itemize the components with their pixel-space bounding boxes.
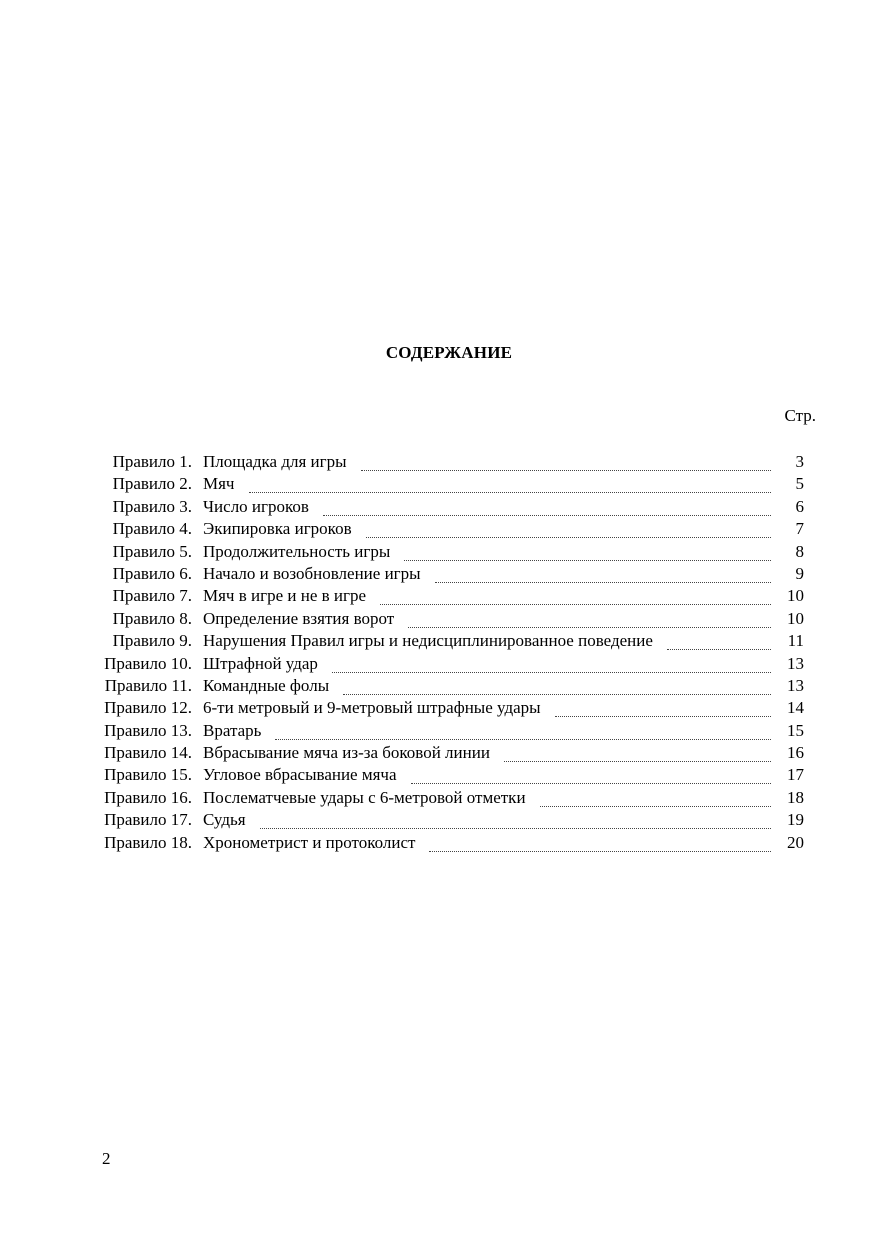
- toc-page-number: 17: [787, 765, 804, 785]
- toc-entry-title: Экипировка игроков: [203, 519, 352, 539]
- toc-page-number: 3: [795, 452, 804, 471]
- toc-entry[interactable]: [0, 585, 878, 607]
- toc-entry[interactable]: [0, 675, 878, 697]
- toc-rule-number: Правило 5.: [112, 541, 192, 561]
- toc-entry-title: Угловое вбрасывание мяча: [203, 765, 397, 785]
- toc-rule-number: Правило 8.: [112, 608, 192, 628]
- toc-rule-number: Правило 1.: [112, 452, 192, 471]
- toc-entry-title: Послематчевые удары с 6-метровой отметки: [203, 787, 526, 807]
- toc-dot-leader: [343, 694, 771, 695]
- toc-dot-leader: [667, 649, 771, 650]
- toc-rule-number: Правило 11.: [104, 675, 192, 695]
- toc-rule-number: Правило 16.: [104, 787, 192, 807]
- toc-dot-leader: [408, 627, 771, 628]
- toc-page-number: 14: [787, 698, 804, 718]
- toc-page-number: 13: [787, 653, 804, 673]
- toc-dot-leader: [275, 739, 771, 740]
- toc-entry-title: 6-ти метровый и 9-метровый штрафные удары: [203, 698, 541, 718]
- toc-entry[interactable]: [0, 832, 878, 854]
- toc-dot-leader: [435, 582, 771, 583]
- toc-entry[interactable]: [0, 653, 878, 675]
- toc-dot-leader: [411, 783, 771, 784]
- toc-page-number: 10: [787, 586, 804, 606]
- toc-dot-leader: [555, 716, 771, 717]
- page-number: 2: [102, 1149, 111, 1168]
- toc-entry-title: Нарушения Правил игры и недисциплинированное поведение: [203, 631, 653, 651]
- toc-entry-title: Командные фолы: [203, 675, 330, 695]
- toc-dot-leader: [249, 492, 771, 493]
- toc-dot-leader: [332, 672, 771, 673]
- toc-rule-number: Правило 14.: [104, 743, 192, 763]
- toc-entry-title: Вбрасывание мяча из-за боковой линии: [203, 743, 490, 763]
- toc-entry[interactable]: [0, 787, 878, 809]
- toc-page-number: 19: [787, 810, 804, 830]
- toc-page-number: 20: [787, 832, 804, 852]
- toc-entry[interactable]: [0, 742, 878, 764]
- toc-entry[interactable]: [0, 697, 878, 719]
- toc-rule-number: Правило 6.: [112, 563, 192, 583]
- toc-entry[interactable]: [0, 764, 878, 786]
- toc-page-number: 10: [787, 608, 804, 628]
- toc-dot-leader: [260, 828, 771, 829]
- toc-rule-number: Правило 2.: [112, 474, 192, 494]
- toc-entry-title: Определение взятия ворот: [203, 608, 395, 628]
- toc-entry[interactable]: [0, 720, 878, 742]
- toc-page-number: 9: [795, 563, 804, 583]
- toc-dot-leader: [366, 537, 771, 538]
- toc-entry-title: Начало и возобновление игры: [203, 563, 421, 583]
- toc-rule-number: Правило 12.: [104, 698, 192, 718]
- toc-entry-title: Число игроков: [203, 496, 309, 516]
- toc-entry-title: Продолжительность игры: [203, 541, 391, 561]
- toc-page-number: 15: [787, 720, 804, 740]
- toc-entry[interactable]: [0, 473, 878, 495]
- toc-page-number: 7: [795, 519, 804, 539]
- toc-dot-leader: [404, 560, 771, 561]
- toc-rule-number: Правило 17.: [104, 810, 192, 830]
- toc-entry[interactable]: [0, 518, 878, 540]
- page-column-label: Стр.: [784, 406, 816, 425]
- toc-page-number: 18: [787, 787, 804, 807]
- toc-entry[interactable]: [0, 496, 878, 518]
- toc-rule-number: Правило 7.: [112, 586, 192, 606]
- toc-entry[interactable]: [0, 563, 878, 585]
- toc-rule-number: Правило 10.: [104, 653, 192, 673]
- toc-entry[interactable]: [0, 608, 878, 630]
- toc-page-number: 5: [795, 474, 804, 494]
- toc-entry[interactable]: [0, 630, 878, 652]
- toc-entry-title: Хронометрист и протоколист: [203, 832, 416, 852]
- toc-entry[interactable]: [0, 809, 878, 831]
- toc-dot-leader: [429, 851, 771, 852]
- toc-rule-number: Правило 9.: [112, 631, 192, 651]
- toc-page-number: 11: [787, 631, 804, 651]
- toc-entry[interactable]: [0, 451, 878, 473]
- toc-entry-title: Площадка для игры: [203, 452, 347, 471]
- toc-page-number: 13: [787, 675, 804, 695]
- toc-rule-number: Правило 15.: [104, 765, 192, 785]
- toc-entry-title: Мяч: [203, 474, 235, 494]
- toc-entry-title: Штрафной удар: [203, 653, 318, 673]
- toc-page-number: 16: [787, 743, 804, 763]
- toc-entry-title: Судья: [203, 810, 246, 830]
- document-title: СОДЕРЖАНИЕ: [385, 343, 513, 362]
- toc-dot-leader: [361, 470, 771, 471]
- toc-dot-leader: [380, 604, 771, 605]
- toc-dot-leader: [323, 515, 771, 516]
- toc-rule-number: Правило 3.: [112, 496, 192, 516]
- toc-dot-leader: [540, 806, 771, 807]
- toc-page-number: 6: [795, 496, 804, 516]
- table-of-contents: [0, 451, 878, 854]
- toc-entry-title: Мяч в игре и не в игре: [203, 586, 367, 606]
- toc-rule-number: Правило 13.: [104, 720, 192, 740]
- toc-rule-number: Правило 4.: [112, 519, 192, 539]
- toc-page-number: 8: [795, 541, 804, 561]
- toc-rule-number: Правило 18.: [104, 832, 192, 852]
- toc-entry[interactable]: [0, 541, 878, 563]
- toc-dot-leader: [504, 761, 771, 762]
- toc-entry-title: Вратарь: [203, 720, 262, 740]
